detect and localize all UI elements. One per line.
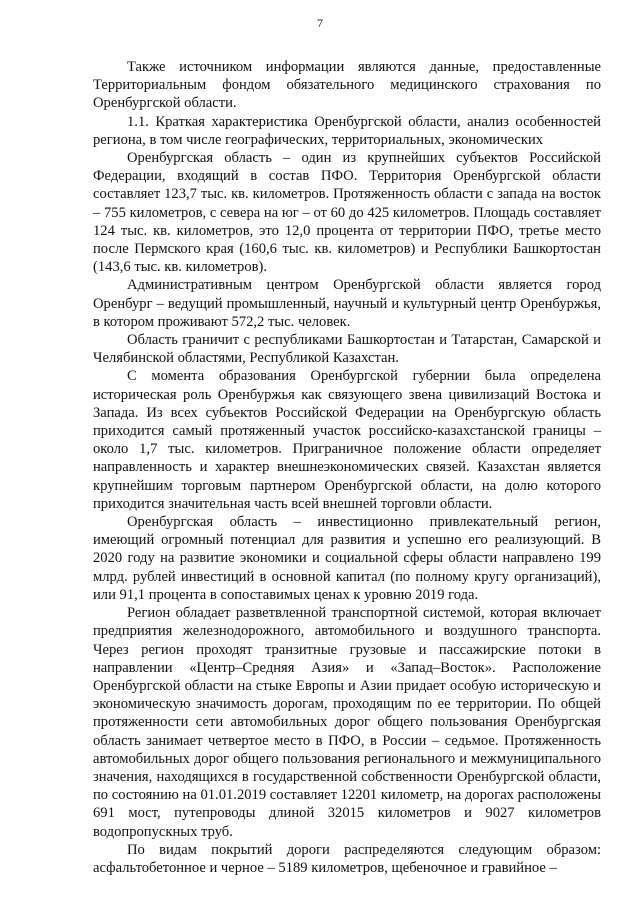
paragraph-investment: Оренбургская область – инвестиционно привлекательный регион, имеющий огромный потенциал для развития и успешно его реализующий. В 2020 году на развитие экономики и социальной сферы области направлено 199 млрд. рублей инвестиций в основной капитал (по полному кругу организаций), или 91,1 процента в сопоставимых ценах к уровню 2019 года.	[93, 514, 601, 603]
paragraph-borders: Область граничит с республиками Башкортостан и Татарстан, Самарской и Челябинской областями, Республикой Казахстан.	[93, 332, 601, 367]
paragraph-history: С момента образования Оренбургской губернии была определена историческая роль Оренбуржья как связующего звена цивилизаций Востока и Запада. Из всех субъектов Российской Федерации на Оренбургскую область приходится самый протяженный участок российско-казахстанской границы – около 1,7 тыс. километров. Приграничное положение области определяет направленность и характер внешнеэкономических связей. Казахстан является крупнейшим торговым партнером Оренбургской области, на долю которого приходится значительная часть всей внешней торговли области.	[93, 368, 601, 512]
section-heading-1-1: 1.1. Краткая характеристика Оренбургской области, анализ особенностей региона, в том числе географических, территориальных, экономических	[93, 113, 601, 148]
paragraph-admin-center: Административным центром Оренбургской области является город Оренбург – ведущий промышленный, научный и культурный центр Оренбуржья, в котором проживают 572,2 тыс. человек.	[93, 277, 601, 330]
document-body	[93, 58, 601, 877]
page-number: 7	[317, 16, 323, 30]
paragraph-data-sources: Также источником информации являются данные, предоставленные Территориальным фондом обязательного медицинского страхования по Оренбургской области.	[93, 59, 601, 112]
paragraph-road-surfaces: По видам покрытий дороги распределяются следующим образом: асфальтобетонное и черное – 5189 километров, щебеночное и гравийное –	[93, 841, 601, 876]
paragraph-transport: Регион обладает разветвленной транспортной системой, которая включает предприятия железнодорожного, автомобильного и воздушного транспорта. Через регион проходят транзитные грузовые и пассажирские потоки в направлении «Центр–Средняя Азия» и «Запад–Восток». Расположение Оренбургской области на стыке Европы и Азии придает особую историческую и экономическую значимость дорогам, проходящим по ее территории. По общей протяженности сети автомобильных дорог общего пользования Оренбургская область занимает четвертое место в ПФО, в России – седьмое. Протяженность автомобильных дорог общего пользования регионального и межмуниципального значения, находящихся в государственной собственности Оренбургской области, по состоянию на 01.01.2019 составляет 12201 километр, на дорогах расположены 691 мост, путепроводы длиной 32015 километров и 9027 километров водопропускных труб.	[93, 605, 601, 840]
paragraph-territory: Оренбургская область – один из крупнейших субъектов Российской Федерации, входящий в состав ПФО. Территория Оренбургской области составляет 123,7 тыс. кв. километров. Протяженность области с запада на восток – 755 километров, с севера на юг – от 60 до 425 километров. Площадь составляет 124 тыс. кв. километров, это 12,0 процента от территории ПФО, третье место после Пермского края (160,6 тыс. кв. километров) и Республики Башкортостан (143,6 тыс. кв. километров).	[93, 150, 601, 276]
